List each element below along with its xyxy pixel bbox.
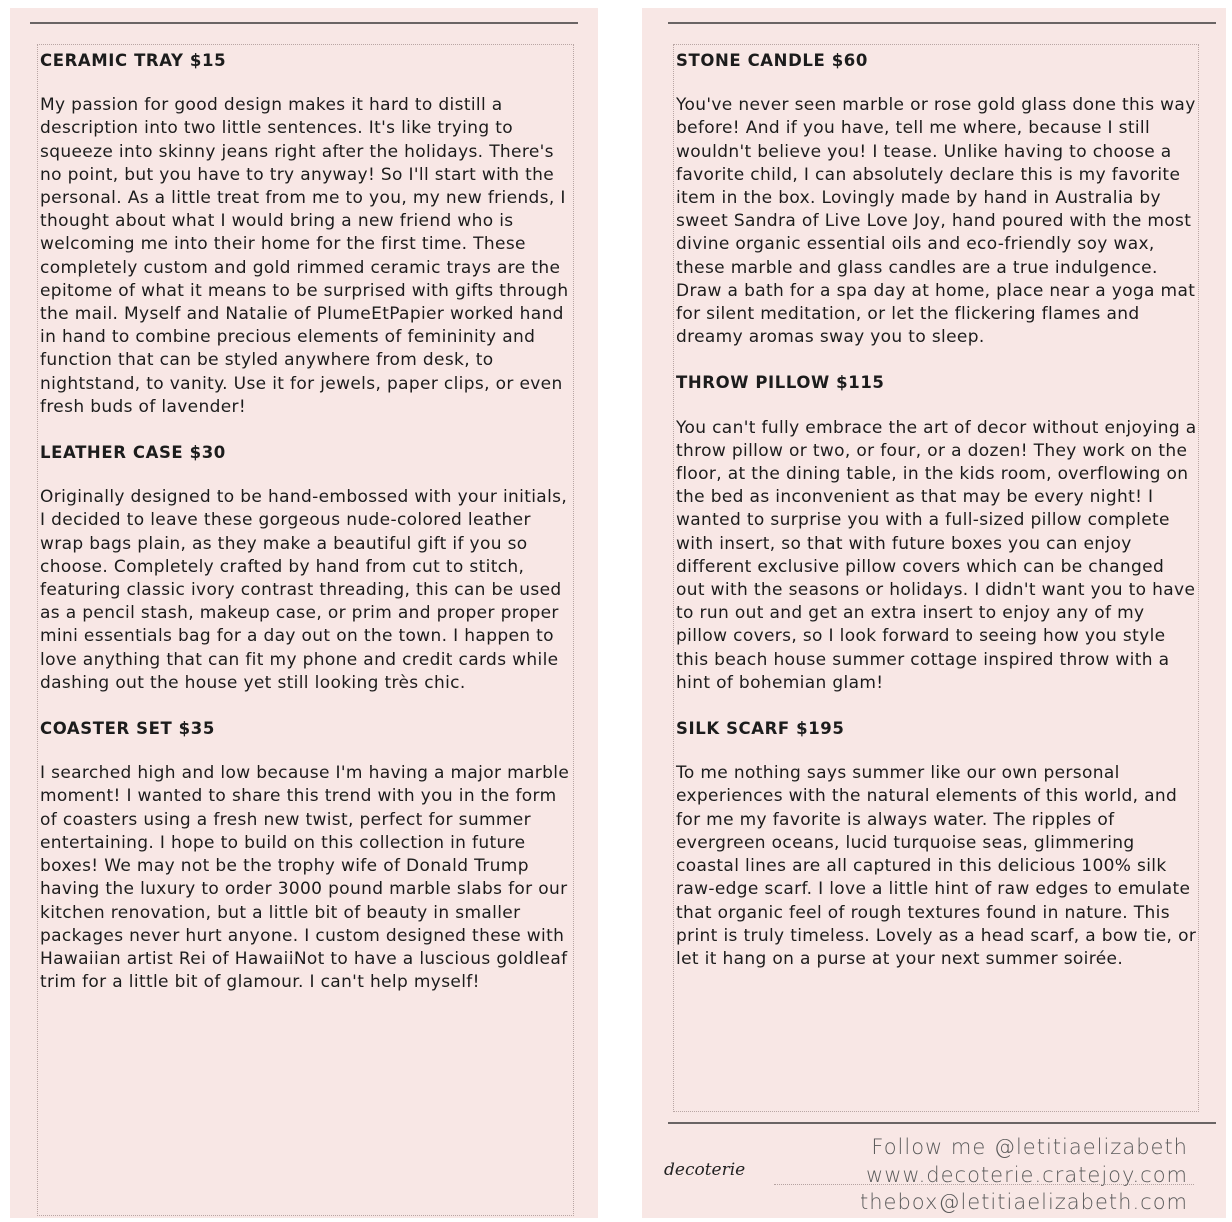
section-heading: COASTER SET $35 [40, 719, 215, 739]
section-heading: CERAMIC TRAY $15 [40, 51, 227, 70]
top-divider [30, 22, 578, 24]
section-body: You've never seen marble or rose gold glass done this way before! And if you have, tell me where, because I still wouldn't believe you! I tease. Unlike having to choose a favorite child, I can absolutely declare this is my favorite item in the box. Lovingly made by hand in Australia by sweet Sandra of Live Love Joy, hand poured with the most divine organic essential oils and eco-friendly soy wax, these marble and glass candles are a true indulgence. Draw a bath for a spa day at home, place near a yoga mat for silent meditation, or let the flickering flames and dreamy aromas sway you to sleep. [676, 95, 1196, 348]
section-body: You can't fully embrace the art of decor without enjoying a throw pillow or two, or four, or a dozen! They work on the floor, at the dining table, in the kids room, overflowing on the bed as inconvenient as that may be every night! I wanted to surprise you with a full-sized pillow complete with insert, so that with future boxes you can enjoy different exclusive pillow covers which can be changed out with the seasons or holidays. I didn't want you to have to run out and get an extra insert to enjoy any of my pillow covers, so I look forward to seeing how you style this beach house summer cottage inspired throw with a hint of bohemian glam! [676, 417, 1197, 693]
left-text-frame [37, 44, 574, 1216]
left-panel [10, 8, 598, 1218]
decoterie-signature-logo: decoterie [664, 1160, 746, 1180]
right-text-frame [673, 44, 1199, 1112]
section-body: I searched high and low because I'm having a major marble moment! I wanted to share this trend with you in the form of coasters using a fresh new twist, perfect for summer entertaining. I hope to build on this collection in future boxes! We may not be the trophy wife of Donald Trump having the luxury to order 3000 pound marble slabs for our kitchen renovation, but a little bit of beauty in smaller packages never hurt anyone. I custom designed these with Hawaiian artist Rei of HawaiiNot to have a luscious goldleaf trim for a little bit of glamour. I can't help myself! [40, 763, 570, 993]
top-divider [668, 22, 1216, 24]
social-handle-link[interactable]: Follow me @letitiaelizabeth [871, 1135, 1188, 1159]
section-heading: LEATHER CASE $30 [40, 443, 226, 463]
section-heading: THROW PILLOW $115 [676, 373, 885, 393]
section-body: To me nothing says summer like our own personal experiences with the natural elements of this world, and for me my favorite is always water. The ripples of evergreen oceans, lucid turquoise seas, glimmering coastal lines are all captured in this delicious 100% silk raw-edge scarf. I love a little hint of raw edges to emulate that organic feel of rough textures found in nature. This print is truly timeless. Lovely as a head scarf, a bow tie, or let it hang on a purse at your next summer soirée. [676, 763, 1197, 969]
email-link[interactable]: thebox@letitiaelizabeth.com [860, 1190, 1188, 1214]
website-link[interactable]: www.decoterie.cratejoy.com [866, 1162, 1188, 1187]
section-heading: STONE CANDLE $60 [676, 51, 868, 70]
bottom-divider [668, 1122, 1216, 1124]
section-body: Originally designed to be hand-embossed with your initials, I decided to leave these gorgeous nude-colored leather wrap bags plain, as they make a beautiful gift if you so choose. Completely crafted by hand from cut to stitch, featuring classic ivory contrast threading, this can be used as a pencil stash, makeup case, or prim and proper proper mini essentials bag for a day out on the town. I happen to love anything that can fit my phone and credit cards while dashing out the house yet still looking très chic. [40, 487, 568, 693]
section-body: My passion for good design makes it hard to distill a description into two little sentences. It's like trying to squeeze into skinny jeans right after the holidays. There's no point, but you have to try anyway! So I'll start with the personal. As a little treat from me to you, my new friends, I thought about what I would bring a new friend who is welcoming me into their home for the first time. These completely custom and gold rimmed ceramic trays are the epitome of what it means to be surprised with gifts through the mail. Myself and Natalie of PlumeEtPapier worked hand in hand to combine precious elements of femininity and function that can be styled anywhere from desk, to nightstand, to vanity. Use it for jewels, paper clips, or even fresh buds of lavender! [40, 95, 569, 417]
contact-info [860, 1134, 1188, 1217]
right-panel [642, 8, 1226, 1218]
section-heading: SILK SCARF $195 [676, 719, 845, 739]
